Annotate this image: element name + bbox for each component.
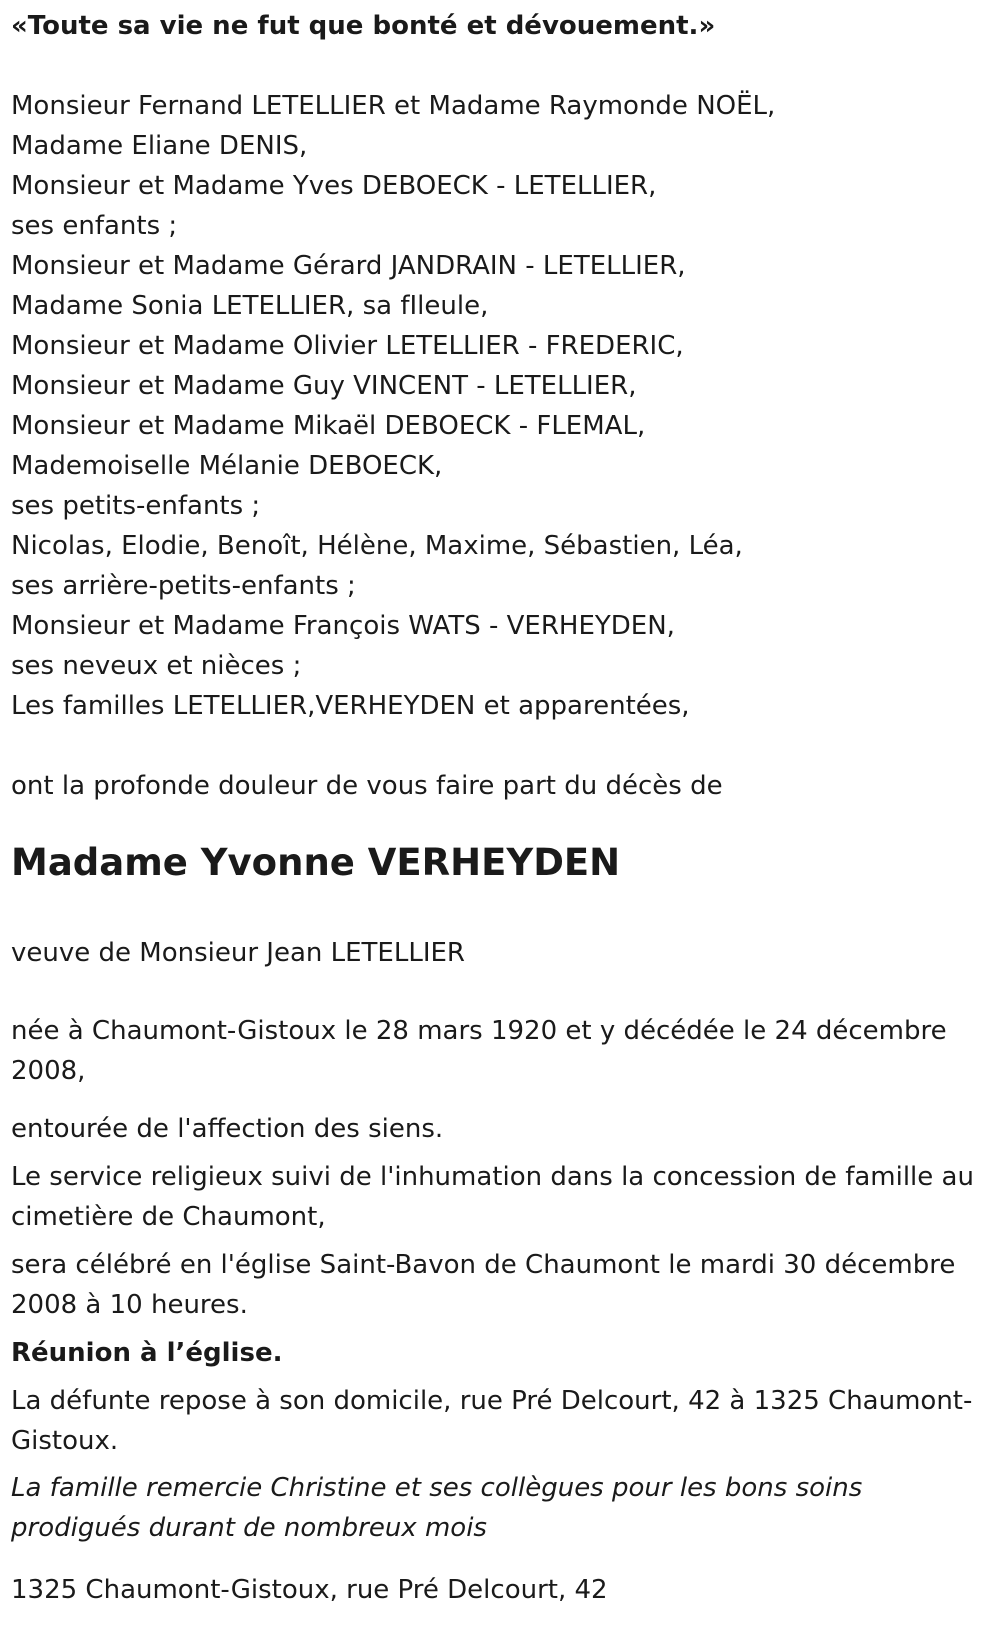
surrounded-text: entourée de l'affection des siens. (11, 1114, 444, 1144)
family-line: Madame Eliane DENIS, (11, 131, 308, 161)
family-line: ses enfants ; (11, 211, 178, 241)
resting-place: La défunte repose à son domicile, rue Pré Delcourt, 42 à 1325 Chaumont-Gistoux. (11, 1386, 973, 1456)
family-line: ses petits-enfants ; (11, 491, 261, 521)
service-details: Le service religieux suivi de l'inhumation dans la concession de famille au cimetière de Chaumont, (11, 1162, 974, 1232)
family-line: Monsieur Fernand LETELLIER et Madame Raymonde NOËL, (11, 91, 776, 121)
family-line: Monsieur et Madame Yves DEBOECK - LETELLIER, (11, 171, 657, 201)
thanks-note: La famille remercie Christine et ses collègues pour les bons soins prodigués durant de nombreux mois (11, 1473, 863, 1543)
family-line: ses neveux et nièces ; (11, 651, 302, 681)
family-list (11, 86, 775, 726)
meeting-note: Réunion à l’église. (11, 1338, 283, 1368)
family-line: Monsieur et Madame Mikaël DEBOECK - FLEMAL, (11, 411, 646, 441)
widow-of: veuve de Monsieur Jean LETELLIER (11, 938, 465, 968)
family-line: Les familles LETELLIER,VERHEYDEN et apparentées, (11, 691, 690, 721)
family-address: 1325 Chaumont-Gistoux, rue Pré Delcourt, 42 (11, 1575, 608, 1605)
ceremony-details: sera célébré en l'église Saint-Bavon de Chaumont le mardi 30 décembre 2008 à 10 heures. (11, 1250, 956, 1320)
announcement-intro: ont la profonde douleur de vous faire part du décès de (11, 771, 723, 801)
family-line: Monsieur et Madame Olivier LETELLIER - FREDERIC, (11, 331, 684, 361)
family-line: Mademoiselle Mélanie DEBOECK, (11, 451, 443, 481)
deceased-name: Madame Yvonne VERHEYDEN (11, 841, 621, 884)
family-line: Monsieur et Madame Gérard JANDRAIN - LETELLIER, (11, 251, 686, 281)
family-line: Monsieur et Madame François WATS - VERHEYDEN, (11, 611, 675, 641)
family-line: Nicolas, Elodie, Benoît, Hélène, Maxime, Sébastien, Léa, (11, 531, 743, 561)
birth-death-details: née à Chaumont-Gistoux le 28 mars 1920 et y décédée le 24 décembre 2008, (11, 1016, 947, 1086)
family-line: Monsieur et Madame Guy VINCENT - LETELLIER, (11, 371, 637, 401)
epitaph-quote: «Toute sa vie ne fut que bonté et dévouement.» (11, 11, 716, 41)
family-line: Madame Sonia LETELLIER, sa fIleule, (11, 291, 489, 321)
family-line: ses arrière-petits-enfants ; (11, 571, 356, 601)
